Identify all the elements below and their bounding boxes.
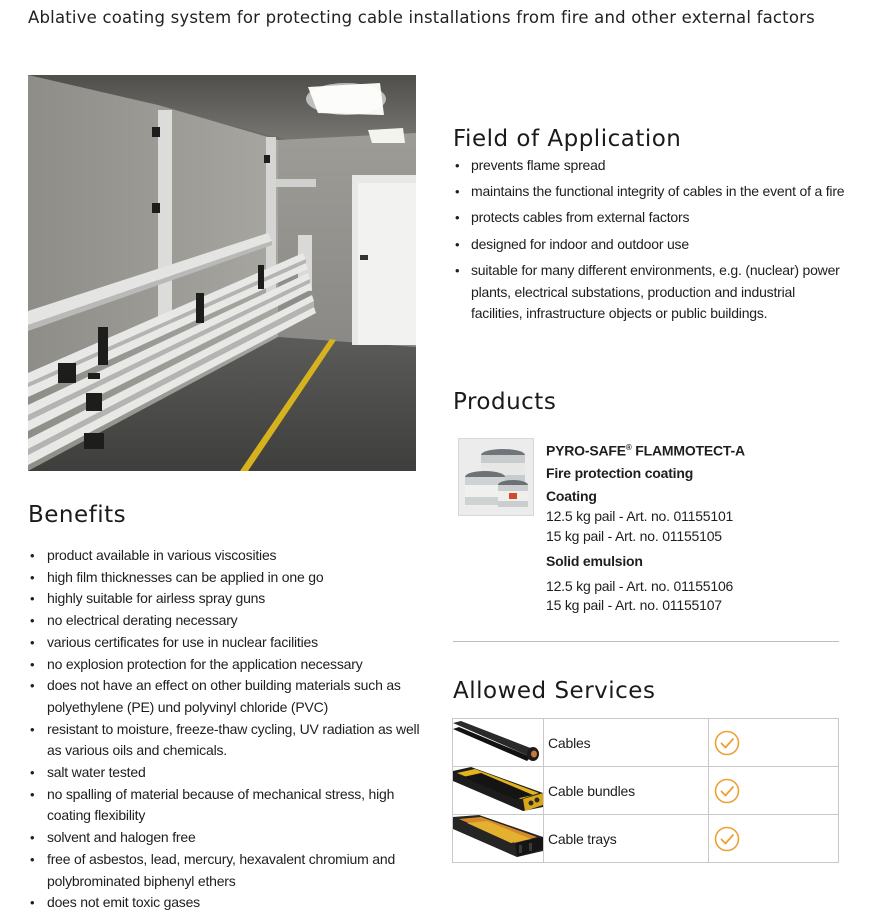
benefits-heading: Benefits	[28, 502, 127, 528]
list-item: • free of asbestos, lead, mercury, hexavalent chromium and polybrominated biphenyl ethers	[28, 849, 428, 892]
benefits-list	[28, 545, 428, 914]
table-row	[453, 815, 839, 863]
list-item: • suitable for many different environments, e.g. (nuclear) power plants, electrical substations, production and industrial facilities, infrastructure objects or public buildings.	[453, 260, 848, 325]
table-row	[453, 767, 839, 815]
list-item: • no explosion protection for the application necessary	[28, 654, 428, 676]
list-item: • highly suitable for airless spray guns	[28, 588, 428, 610]
list-item: • solvent and halogen free	[28, 827, 428, 849]
service-label: Cables	[544, 719, 709, 767]
field-of-application-list	[453, 155, 848, 329]
list-item: • various certificates for use in nuclear facilities	[28, 632, 428, 654]
emulsion-label: Solid emulsion	[546, 553, 643, 570]
check-cell	[708, 815, 838, 863]
cable-tray-image-cell	[453, 815, 544, 863]
coating-item: 15 kg pail - Art. no. 01155105	[546, 527, 722, 544]
check-cell	[708, 719, 838, 767]
table-row	[453, 719, 839, 767]
allowed-services-table	[452, 718, 839, 863]
product-name-text: PYRO-SAFE	[546, 442, 626, 459]
section-divider	[453, 641, 839, 642]
list-item: • product available in various viscosities	[28, 545, 428, 567]
list-item: • does not have an effect on other building materials such as polyethylene (PE) und polyvinyl chloride (PVC)	[28, 675, 428, 718]
product-name-suffix: FLAMMOTECT-A	[631, 442, 745, 459]
product-pail-image	[458, 438, 534, 516]
products-heading: Products	[453, 389, 557, 415]
service-label: Cable trays	[544, 815, 709, 863]
registered-mark: ®	[625, 443, 632, 452]
list-item: • resistant to moisture, freeze-thaw cycling, UV radiation as well as various oils and chemicals.	[28, 719, 428, 762]
check-circle-icon	[714, 778, 740, 804]
cable-installation-photo	[28, 75, 416, 471]
list-item: • maintains the functional integrity of cables in the event of a fire	[453, 181, 848, 203]
check-circle-icon	[714, 826, 740, 852]
cable-bundle-image-cell	[453, 767, 544, 815]
allowed-services-heading: Allowed Services	[453, 678, 656, 704]
cable-bundle-icon	[453, 767, 543, 811]
coating-item: 12.5 kg pail - Art. no. 01155101	[546, 508, 734, 525]
page-header: Ablative coating system for protecting cable installations from fire and other external factors	[28, 8, 815, 27]
product-details	[546, 437, 846, 616]
list-item: • designed for indoor and outdoor use	[453, 234, 848, 256]
list-item: • high film thicknesses can be applied in one go	[28, 567, 428, 589]
product-name	[546, 437, 846, 462]
list-item: • no electrical derating necessary	[28, 610, 428, 632]
list-item: • prevents flame spread	[453, 155, 848, 177]
cable-tray-icon	[453, 815, 543, 859]
service-label: Cable bundles	[544, 767, 709, 815]
emulsion-item: 15 kg pail - Art. no. 01155107	[546, 597, 722, 614]
coating-label: Coating	[546, 487, 597, 504]
product-subtitle: Fire protection coating	[546, 465, 694, 482]
list-item: • no spalling of material because of mechanical stress, high coating flexibility	[28, 784, 428, 827]
field-of-application-heading: Field of Application	[453, 126, 682, 152]
cable-icon	[453, 719, 543, 763]
emulsion-item: 12.5 kg pail - Art. no. 01155106	[546, 577, 734, 594]
check-cell	[708, 767, 838, 815]
list-item: • protects cables from external factors	[453, 207, 848, 229]
check-circle-icon	[714, 730, 740, 756]
list-item: • does not emit toxic gases	[28, 892, 428, 914]
list-item: • salt water tested	[28, 762, 428, 784]
cable-image-cell	[453, 719, 544, 767]
